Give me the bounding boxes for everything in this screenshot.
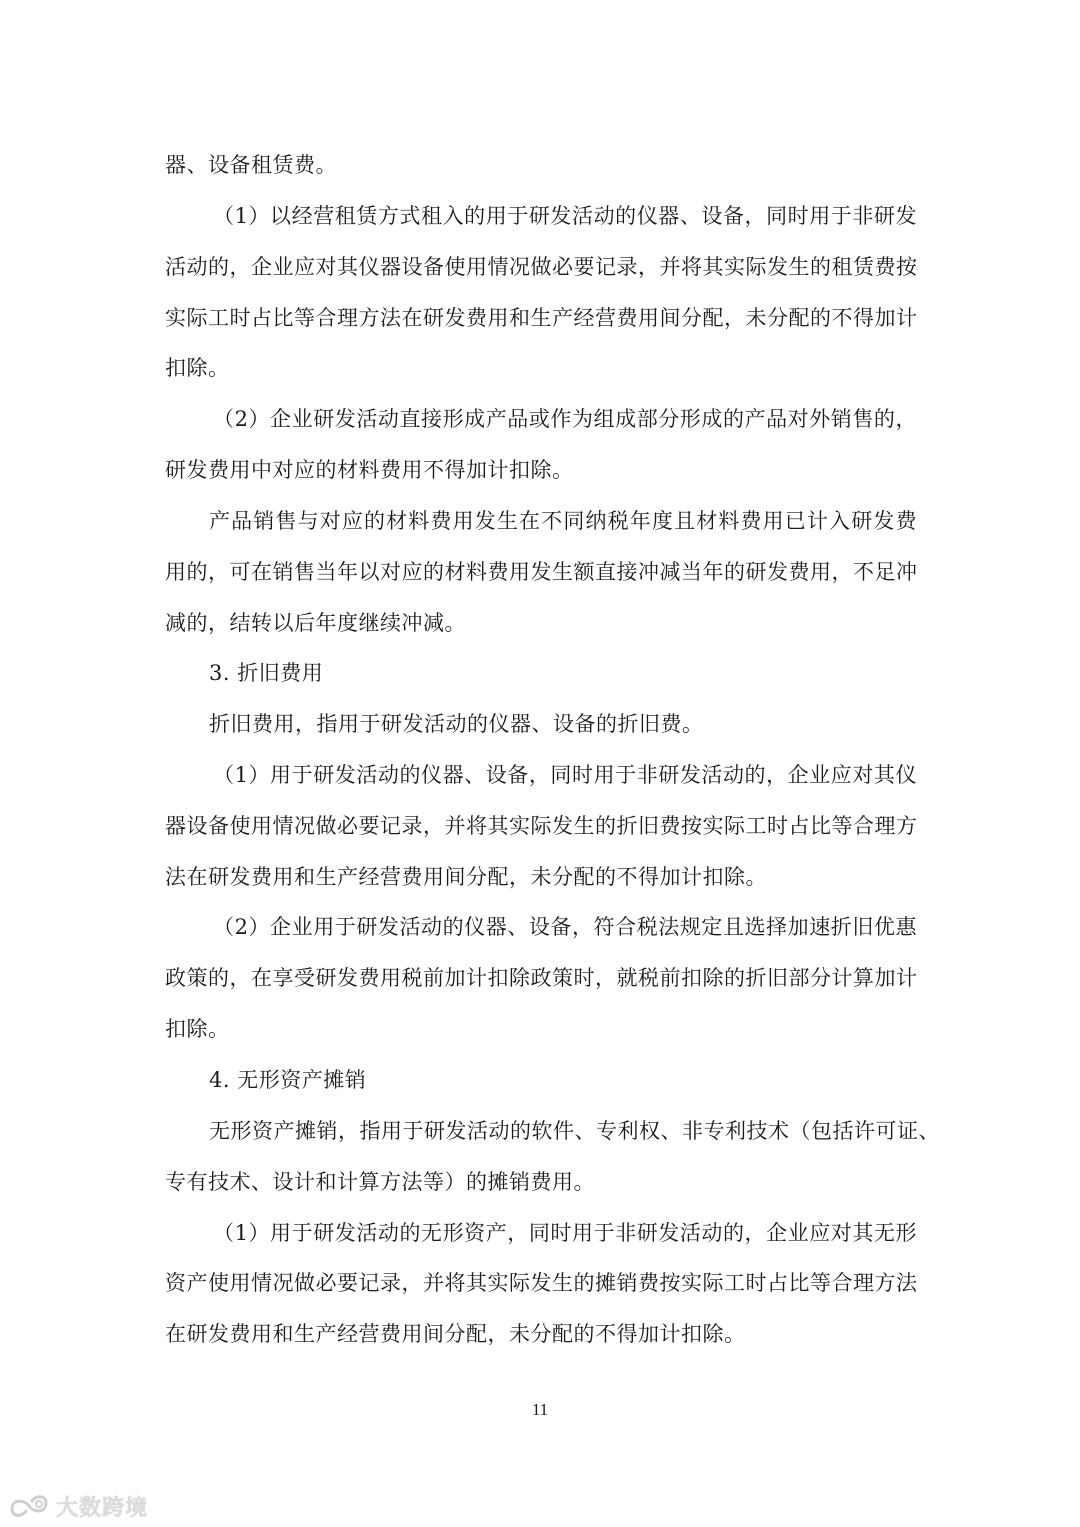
infinity-logo-icon [6,1491,52,1521]
section-heading: 3. 折旧费用 [209,661,324,685]
section-heading: 4. 无形资产摊销 [209,1068,367,1092]
text-line: （1）用于研发活动的仪器、设备，同时用于非研发活动的，企业应对其仪 [213,763,917,787]
text-line: （1）用于研发活动的无形资产，同时用于非研发活动的，企业应对其无形 [213,1221,917,1245]
text-line: （2）企业研发活动直接形成产品或作为组成部分形成的产品对外销售的， [213,407,917,431]
text-line: 政策的，在享受研发费用税前加计扣除政策时，就税前扣除的折旧部分计算加计 [165,966,918,990]
watermark [6,1490,148,1522]
text-line: 器设备使用情况做必要记录，并将其实际发生的折旧费按实际工时占比等合理方 [165,814,918,838]
watermark-text: 大数跨境 [56,1495,149,1521]
text-line: 减的，结转以后年度继续冲减。 [165,611,466,635]
text-line: 资产使用情况做必要记录，并将其实际发生的摊销费按实际工时占比等合理方法 [165,1271,918,1295]
text-line: 用的，可在销售当年以对应的材料费用发生额直接冲减当年的研发费用，不足冲 [165,560,918,584]
page-number: 11 [531,1400,549,1419]
text-line: 法在研发费用和生产经营费用间分配，未分配的不得加计扣除。 [165,865,767,889]
text-line: 研发费用中对应的材料费用不得加计扣除。 [165,458,574,482]
text-line: （2）企业用于研发活动的仪器、设备，符合税法规定且选择加速折旧优惠 [213,915,917,939]
text-line: 专有技术、设计和计算方法等）的摊销费用。 [165,1170,595,1194]
text-line: 折旧费用，指用于研发活动的仪器、设备的折旧费。 [209,712,704,736]
text-line: 活动的，企业应对其仪器设备使用情况做必要记录，并将其实际发生的租赁费按 [165,255,918,279]
text-line: 扣除。 [165,1017,230,1041]
text-line: 产品销售与对应的材料费用发生在不同纳税年度且材料费用已计入研发费 [209,509,917,533]
text-line: 扣除。 [165,356,230,380]
text-line: 器、设备租赁费。 [165,153,337,177]
text-line: 在研发费用和生产经营费用间分配，未分配的不得加计扣除。 [165,1322,746,1346]
text-line: 实际工时占比等合理方法在研发费用和生产经营费用间分配，未分配的不得加计 [165,306,918,330]
text-line: （1）以经营租赁方式租入的用于研发活动的仪器、设备，同时用于非研发 [213,204,917,228]
text-line: 无形资产摊销，指用于研发活动的软件、专利权、非专利技术（包括许可证、 [209,1119,940,1143]
